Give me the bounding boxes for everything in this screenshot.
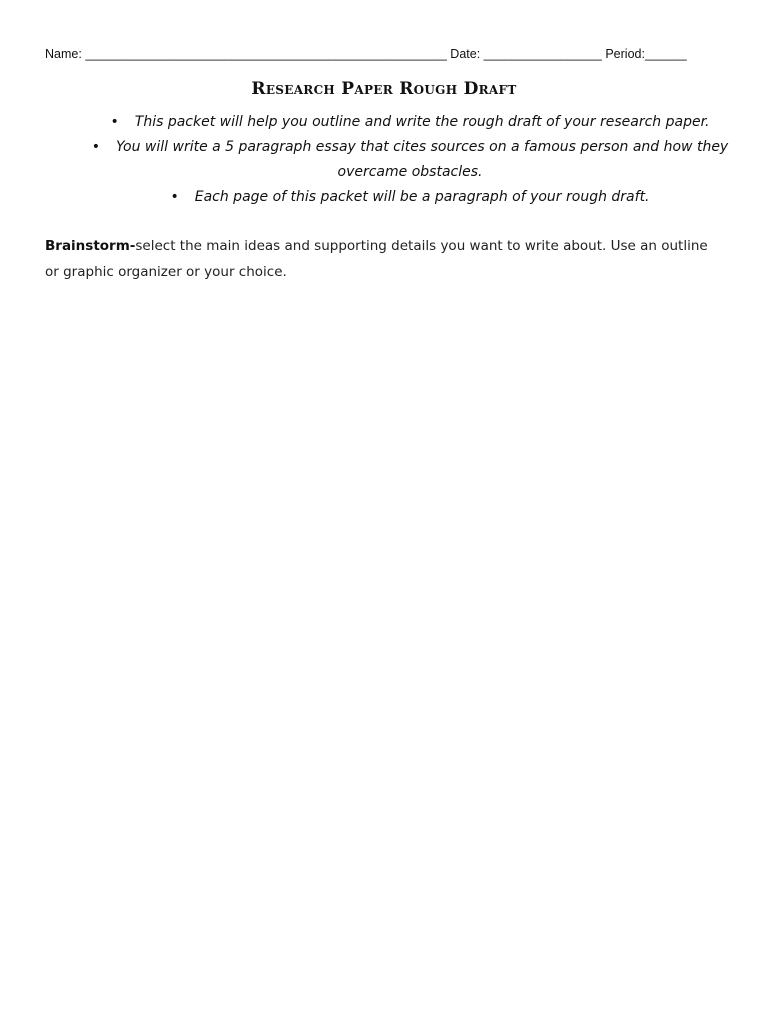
date-label: Date: xyxy=(450,47,481,61)
period-label: Period: xyxy=(605,47,645,61)
brainstorm-paragraph xyxy=(45,233,725,285)
period-blank: ______ xyxy=(644,47,687,61)
student-info-line xyxy=(45,47,725,61)
bullet-icon: • xyxy=(170,189,179,205)
instructions-list xyxy=(60,110,760,210)
list-item-text: Each page of this packet will be a paragraph of your rough draft. xyxy=(194,189,650,205)
date-blank: _________________ xyxy=(483,47,602,61)
list-item xyxy=(60,135,760,185)
list-item xyxy=(60,185,760,210)
bullet-icon: • xyxy=(110,114,119,130)
list-item-text: You will write a 5 paragraph essay that cites sources on a famous person and how they overcame obstacles. xyxy=(116,139,729,180)
name-blank: ____________________________________________________ xyxy=(85,47,447,61)
brainstorm-text: select the main ideas and supporting details you want to write about. Use an outline or graphic organizer or your choice. xyxy=(45,238,708,280)
brainstorm-label: Brainstorm- xyxy=(45,238,136,254)
name-label: Name: xyxy=(45,47,82,61)
bullet-icon: • xyxy=(91,139,101,155)
list-item-text: This packet will help you outline and write the rough draft of your research paper. xyxy=(134,114,710,130)
list-item xyxy=(60,110,760,135)
page-title: Research Paper Rough Draft xyxy=(251,79,517,99)
